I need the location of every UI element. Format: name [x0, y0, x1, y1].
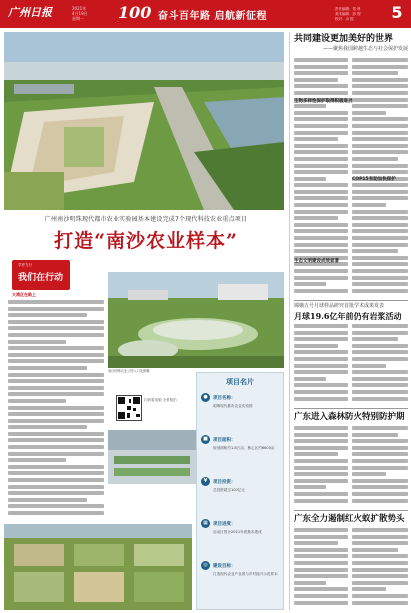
photo-caption: 南沙明珠农业公园入口处俯瞰 [108, 369, 150, 373]
area-icon: ■ [201, 435, 210, 444]
photo-plant-factory [108, 430, 196, 484]
editor-credits: 责任编辑：郑 科 美术编辑：彭 程 校对：余 振 [335, 7, 361, 21]
calendar-icon: ▦ [201, 519, 210, 528]
column-badge-subtitle: 大湾区在路上 [12, 292, 36, 297]
qr-label: 扫码看视频 全景航拍 [144, 398, 177, 402]
article-subsection: 生态文明建设成效显著 [294, 259, 339, 264]
lead-subheading: 广州南沙明珠现代都市农业实验园基本建设完成7个现代科技农业重点项目 [44, 216, 248, 223]
article-subsection: COP15有助加快保护 [352, 177, 396, 182]
project-item: ■ 项目面积： 规划面积约1.8万亩，核心区约6600亩 [201, 435, 281, 451]
section-rule [294, 300, 408, 301]
section-rule [294, 408, 408, 409]
photo-crop-fields [4, 524, 192, 610]
column-badge: 学史力行 我们在行动 [12, 260, 70, 290]
project-item: ● 项目名称： 明珠现代都市农业实验园 [201, 393, 281, 409]
masthead-logo: 广州日报 [8, 6, 52, 19]
lead-title: 打造“南沙农业样本” [54, 230, 238, 252]
article-body [352, 324, 408, 406]
column-divider [289, 32, 290, 610]
article-subsection: 生物多样性保护取得积极进展 [294, 99, 353, 104]
section-rule [294, 510, 408, 511]
centenary-emblem: 100 [118, 3, 152, 22]
target-icon: ◎ [201, 561, 210, 570]
article-body [352, 528, 408, 610]
project-card-title: 项目名片 [226, 378, 254, 386]
banner-slogan: 奋斗百年路 启航新征程 [158, 11, 267, 22]
project-item: ▦ 项目进度： 启动区预计2021年底基本建成 [201, 519, 281, 535]
article-body [294, 426, 348, 508]
article-title: 月球19.6亿年前仍有岩浆活动 [294, 311, 402, 321]
page-number: 5 [391, 3, 403, 22]
qr-code[interactable] [116, 395, 142, 421]
article-title: 广东全力遏制红火蚁扩散势头 [294, 514, 405, 524]
page-header [0, 0, 411, 28]
aerial-photo-agricultural-park [4, 32, 284, 210]
photo-greenhouse-domes [108, 272, 284, 368]
article-subtitle: 嫦娥五号月球样品研究首批学术成果发表 [294, 303, 385, 309]
lead-body-text [8, 300, 104, 522]
issue-date: 2021年 4月19日 星期一 [72, 6, 88, 21]
article-body [294, 528, 348, 610]
article-body [352, 426, 408, 508]
article-title: 共同建设更加美好的世界 [294, 34, 394, 44]
project-item: ◎ 建设目标： 打造现代农业产业园与乡村振兴示范样本 [201, 561, 281, 577]
project-info-card [196, 372, 284, 610]
location-icon: ● [201, 393, 210, 402]
money-icon: ¥ [201, 477, 210, 486]
article-body [294, 324, 348, 406]
article-title: 广东进入森林防火特别防护期 [294, 412, 405, 422]
article-subtitle: ——聚焦我国跨越生态与社会保护发展 [322, 46, 408, 52]
project-item: ¥ 项目投资： 总投资超过100亿元 [201, 477, 281, 493]
